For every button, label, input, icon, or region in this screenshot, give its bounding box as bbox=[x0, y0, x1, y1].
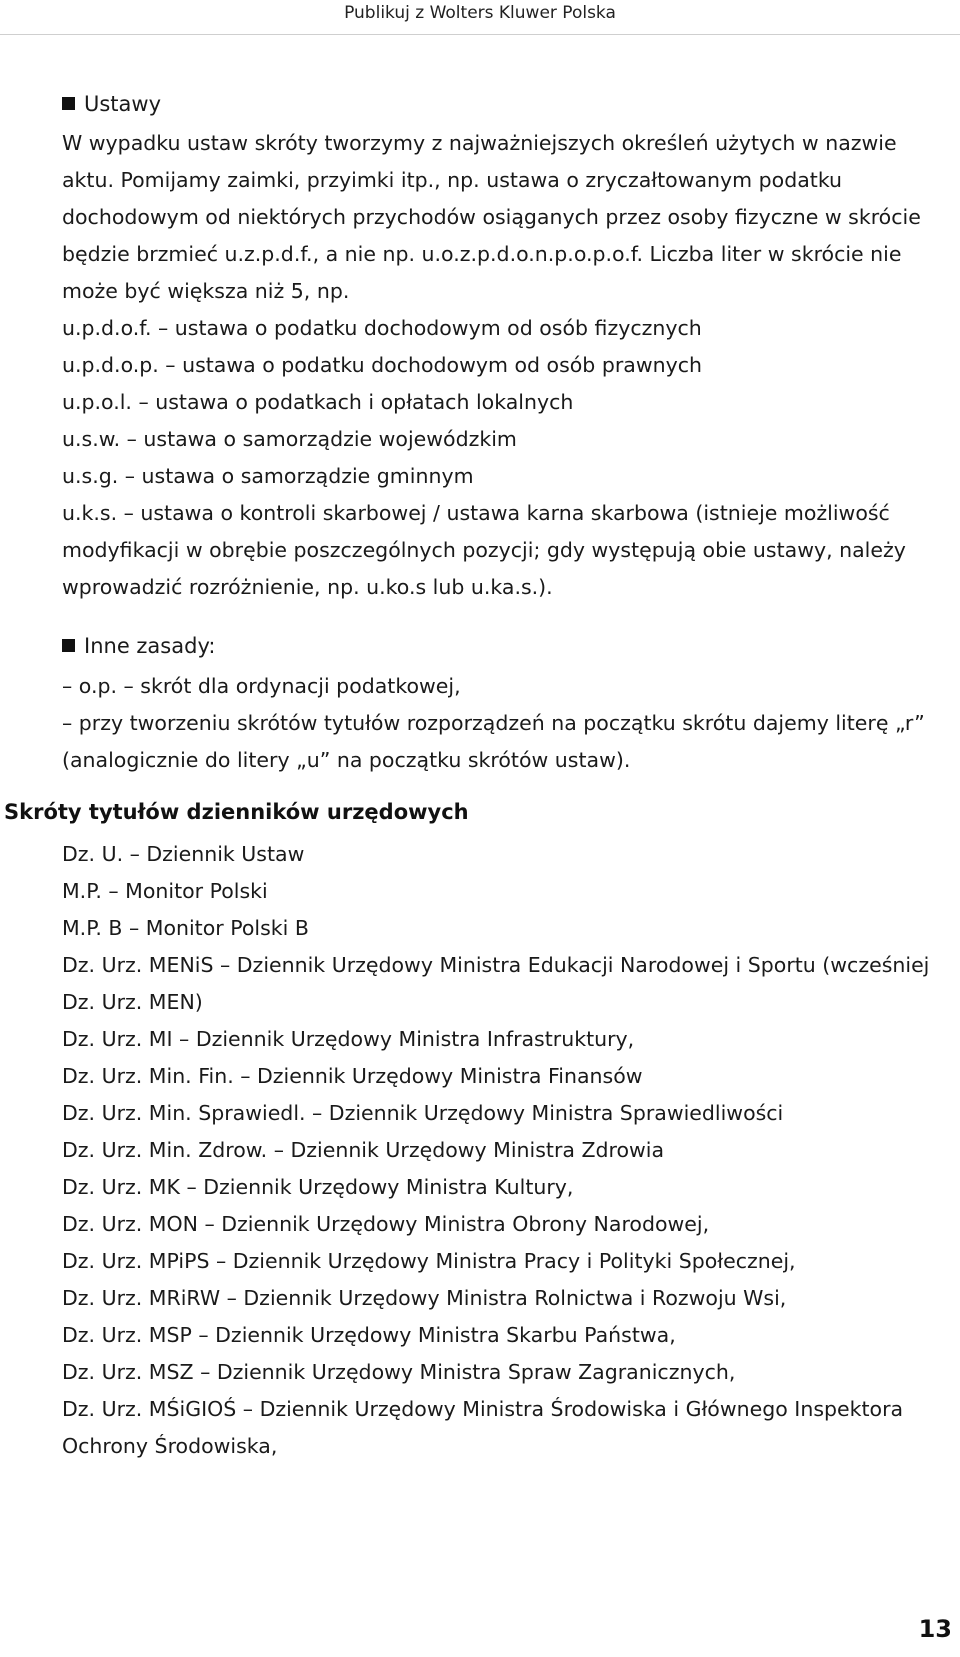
page-header: Publikuj z Wolters Kluwer Polska bbox=[0, 0, 960, 35]
list-item: Dz. Urz. MI – Dziennik Urzędowy Ministra Infrastruktury, bbox=[62, 1027, 635, 1051]
list-item: u.s.g. – ustawa o samorządzie gminnym bbox=[62, 464, 474, 488]
section-title-text: Ustawy bbox=[84, 92, 162, 116]
list-item: Dz. Urz. MSP – Dziennik Urzędowy Ministra Skarbu Państwa, bbox=[62, 1323, 676, 1347]
square-bullet-icon bbox=[62, 97, 75, 110]
list-item: Dz. Urz. Min. Sprawiedl. – Dziennik Urzędowy Ministra Sprawiedliwości bbox=[62, 1101, 784, 1125]
list-item: u.p.d.o.p. – ustawa o podatku dochodowym od osób prawnych bbox=[62, 353, 702, 377]
list-item: u.p.d.o.f. – ustawa o podatku dochodowym od osób fizycznych bbox=[62, 316, 702, 340]
list-item: Dz. Urz. MK – Dziennik Urzędowy Ministra Kultury, bbox=[62, 1175, 574, 1199]
list-item: u.p.o.l. – ustawa o podatkach i opłatach lokalnych bbox=[62, 390, 574, 414]
section-title-inne bbox=[62, 634, 215, 658]
list-item: – przy tworzeniu skrótów tytułów rozporządzeń na początku skrótu dajemy literę „r” (analogicznie do litery „u” na początku skrótów ustaw). bbox=[62, 711, 925, 772]
list-item: Dz. Urz. Min. Zdrow. – Dziennik Urzędowy Ministra Zdrowia bbox=[62, 1138, 665, 1162]
list-item: – o.p. – skrót dla ordynacji podatkowej, bbox=[62, 674, 461, 698]
list-item: Dz. Urz. MRiRW – Dziennik Urzędowy Ministra Rolnictwa i Rozwoju Wsi, bbox=[62, 1286, 787, 1310]
list-item: Dz. Urz. Min. Fin. – Dziennik Urzędowy Ministra Finansów bbox=[62, 1064, 643, 1088]
list-item: M.P. – Monitor Polski bbox=[62, 879, 268, 903]
ustawy-intro: W wypadku ustaw skróty tworzymy z najważniejszych określeń użytych w nazwie aktu. Pomijamy zaimki, przyimki itp., np. ustawa o zryczałtowanym podatku dochodowym od niektórych przychodów osiąganych przez osoby fizyczne w skrócie będzie brzmieć u.z.p.d.f., a nie np. u.o.z.p.d.o.n.p.o.p.o.f. Liczba liter w skrócie nie może być większa niż 5, np. bbox=[62, 131, 921, 303]
list-item: Dz. Urz. MPiPS – Dziennik Urzędowy Ministra Pracy i Polityki Społecznej, bbox=[62, 1249, 796, 1273]
heading-dzienniki: Skróty tytułów dzienników urzędowych bbox=[4, 800, 469, 824]
list-item: u.k.s. – ustawa o kontroli skarbowej / ustawa karna skarbowa (istnieje możliwość modyfikacji w obrębie poszczególnych pozycji; gdy występują obie ustawy, należy wprowadzić rozróżnienie, np. u.ko.s lub u.ka.s.). bbox=[62, 501, 906, 599]
list-item: Dz. U. – Dziennik Ustaw bbox=[62, 842, 305, 866]
section-title-text: Inne zasady: bbox=[84, 634, 216, 658]
list-item: u.s.w. – ustawa o samorządzie wojewódzkim bbox=[62, 427, 517, 451]
square-bullet-icon bbox=[62, 639, 75, 652]
section-title-ustawy bbox=[62, 92, 161, 116]
list-item: Dz. Urz. MENiS – Dziennik Urzędowy Ministra Edukacji Narodowej i Sportu (wcześniej Dz. Urz. MEN) bbox=[62, 953, 930, 1014]
list-item: Dz. Urz. MSZ – Dziennik Urzędowy Ministra Spraw Zagranicznych, bbox=[62, 1360, 736, 1384]
list-item: Dz. Urz. MON – Dziennik Urzędowy Ministra Obrony Narodowej, bbox=[62, 1212, 710, 1236]
page-number: 13 bbox=[918, 1615, 952, 1643]
list-item: Dz. Urz. MŚiGIOŚ – Dziennik Urzędowy Ministra Środowiska i Głównego Inspektora Ochrony Środowiska, bbox=[62, 1397, 904, 1458]
list-item: M.P. B – Monitor Polski B bbox=[62, 916, 309, 940]
